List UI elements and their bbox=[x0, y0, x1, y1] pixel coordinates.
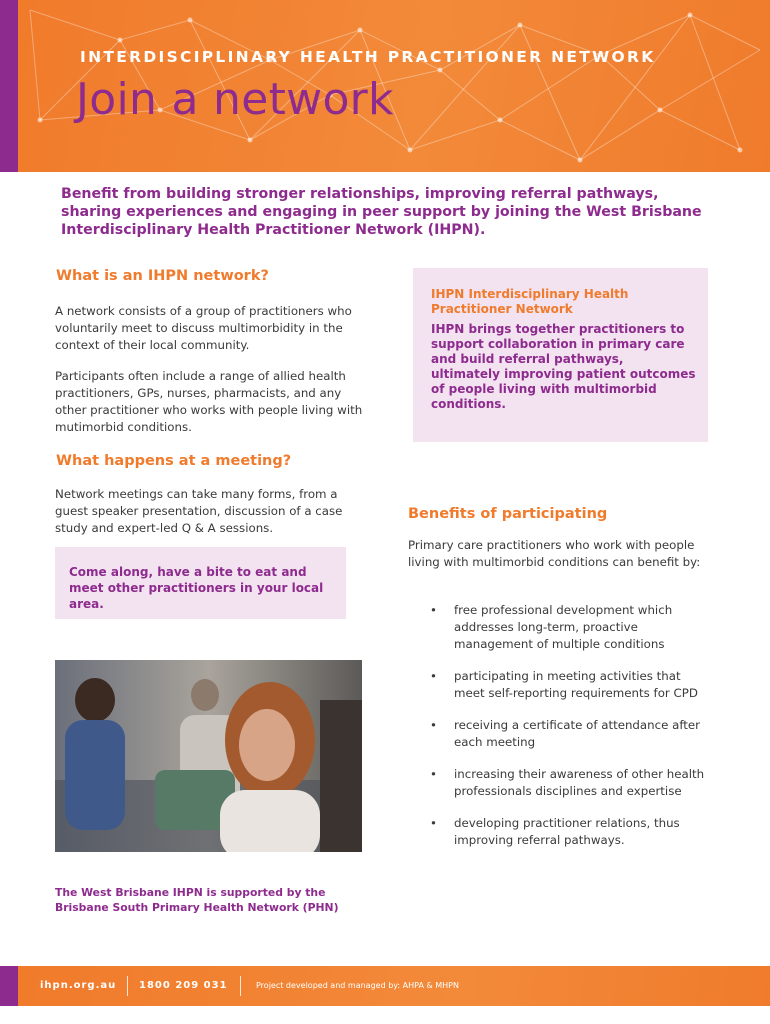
support-caption: The West Brisbane IHPN is supported by the Brisbane South Primary Health Network (PHN) bbox=[55, 886, 339, 914]
benefit-text: free professional development which addresses long-term, proactive management of multiple conditions bbox=[454, 603, 673, 651]
bullet-icon: • bbox=[430, 816, 437, 830]
what-is-paragraph-2: Participants often include a range of allied health practitioners, GPs, nurses, pharmacists, and any other practitioner who works with people living with mutimorbid conditions. bbox=[55, 369, 363, 434]
benefit-item bbox=[428, 766, 713, 800]
what-is-heading: What is an IHPN network? bbox=[56, 268, 269, 284]
meeting-heading: What happens at a meeting? bbox=[56, 453, 292, 469]
benefits-intro: Primary care practitioners who work with people living with multimorbid conditions can benefit by: bbox=[408, 538, 701, 569]
footer-website-link[interactable]: ihpn.org.au bbox=[40, 980, 117, 991]
benefit-item bbox=[428, 668, 713, 702]
footer-note: Project developed and managed by: AHPA & MHPN bbox=[256, 981, 459, 990]
bullet-icon: • bbox=[430, 603, 437, 617]
come-along-text: Come along, have a bite to eat and meet other practitioners in your local area. bbox=[69, 565, 324, 611]
bullet-icon: • bbox=[430, 767, 437, 781]
benefit-text: receiving a certificate of attendance after each meeting bbox=[454, 718, 701, 749]
footer-divider bbox=[240, 976, 241, 996]
page-title: Join a network bbox=[76, 74, 394, 125]
footer-divider bbox=[127, 976, 128, 996]
bullet-icon: • bbox=[430, 669, 437, 683]
practitioners-photo bbox=[55, 660, 362, 852]
benefit-item bbox=[428, 717, 713, 751]
benefits-heading: Benefits of participating bbox=[408, 506, 608, 522]
come-along-box bbox=[55, 547, 346, 619]
intro-text: Benefit from building stronger relationships, improving referral pathways, sharing experiences and engaging in peer support by joining the West Brisbane Interdisciplinary Health Practitioner Network (IHPN). bbox=[61, 186, 702, 238]
benefit-text: participating in meeting activities that meet self-reporting requirements for CPD bbox=[454, 669, 698, 700]
bullet-icon: • bbox=[430, 718, 437, 732]
benefit-text: developing practitioner relations, thus improving referral pathways. bbox=[454, 816, 680, 847]
benefit-item bbox=[428, 602, 713, 653]
ihpn-info-box bbox=[413, 268, 708, 442]
ihpn-box-body: IHPN brings together practitioners to support collaboration in primary care and build referral pathways, ultimately improving patient outcomes of people living with multimorbid conditions. bbox=[431, 322, 696, 411]
footer-accent-stripe bbox=[0, 966, 18, 1006]
header-banner bbox=[0, 0, 770, 172]
network-label: INTERDISCIPLINARY HEALTH PRACTITIONER NETWORK bbox=[80, 48, 656, 66]
benefit-item bbox=[428, 815, 713, 849]
footer-bar bbox=[0, 966, 770, 1006]
ihpn-box-title: IHPN Interdisciplinary Health Practitioner Network bbox=[431, 287, 629, 316]
meeting-paragraph: Network meetings can take many forms, from a guest speaker presentation, discussion of a case study and expert-led Q & A sessions. bbox=[55, 487, 343, 535]
benefits-list bbox=[428, 602, 713, 849]
what-is-paragraph-1: A network consists of a group of practitioners who voluntarily meet to discuss multimorbidity in the context of their local community. bbox=[55, 304, 352, 352]
benefit-text: increasing their awareness of other health professionals disciplines and expertise bbox=[454, 767, 705, 798]
footer-phone[interactable]: 1800 209 031 bbox=[139, 980, 228, 991]
